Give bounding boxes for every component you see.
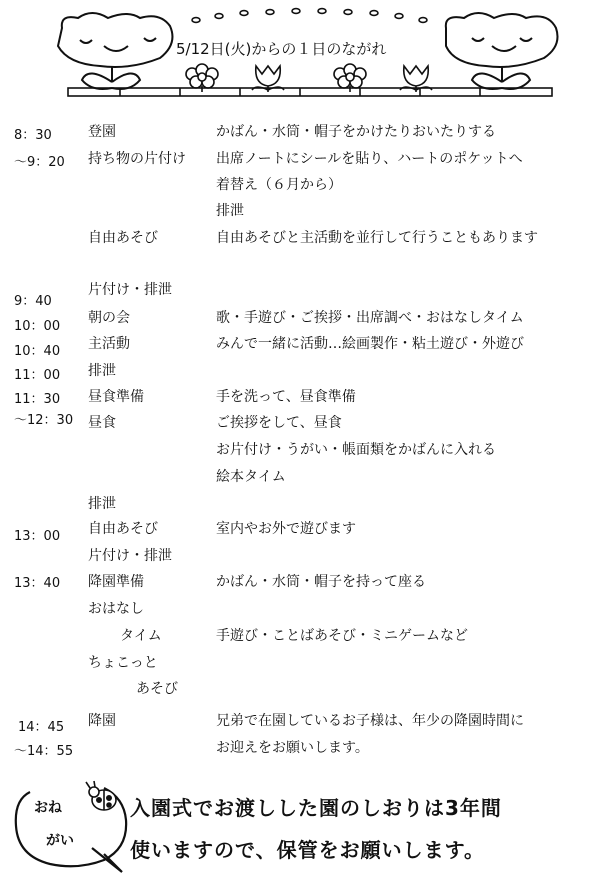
activity-label: 昼食 [88,415,116,431]
dots-arc [192,9,427,23]
activity-label: 降園 [88,713,116,729]
page-title: 5/12日(火)からの１日のながれ [176,40,387,58]
activity-label: 自由あそび [88,521,158,537]
time-label: 13：00 [14,529,61,544]
activity-label: ちょこっと [88,655,158,671]
detail-text: 出席ノートにシールを貼り、ハートのポケットへ [216,151,523,167]
activity-label: 片付け・排泄 [88,548,172,564]
detail-text: 絵本タイム [216,469,286,485]
detail-text: 手を洗って、昼食準備 [216,389,356,405]
detail-text: お片付け・うがい・帳面類をかばんに入れる [216,442,496,458]
detail-text: かばん・水筒・帽子を持って座る [216,574,426,590]
time-label: 10：40 [14,344,61,359]
detail-text: 排泄 [216,203,244,219]
activity-label: 主活動 [88,336,130,352]
detail-text: 着替え（６月から） [216,177,342,193]
time-label: 11：30 [14,392,61,407]
time-label: 11：00 [14,368,61,383]
notice-line2: 使いますので、保管をお願いします。 [130,838,485,862]
time-label: 13：40 [14,576,61,591]
activity-label: 昼食準備 [88,389,144,405]
detail-text: ご挨拶をして、昼食 [216,415,342,431]
time-label: 9：40 [14,294,52,309]
time-label: ～12：30 [14,413,74,428]
activity-label: 排泄 [88,496,116,512]
badge-line1: おね [34,800,62,816]
activity-label: タイム [120,628,162,644]
tulip-face-left-icon [58,13,172,89]
ground-strip [68,88,552,96]
detail-text: かばん・水筒・帽子をかけたりおいたりする [216,124,496,140]
activity-label: 片付け・排泄 [88,282,172,298]
activity-label: 排泄 [88,363,116,379]
detail-text: 兄弟で在園しているお子様は、年少の降園時間に [216,713,524,729]
onegai-badge-shape [0,772,160,882]
activity-label: 朝の会 [88,310,130,326]
detail-text: お迎えをお願いします。 [216,740,369,756]
activity-label: 登園 [88,124,116,140]
activity-label: 降園準備 [88,574,144,590]
detail-text: 歌・手遊び・ご挨拶・出席調べ・おはなしタイム [216,310,524,326]
activity-label: 持ち物の片付け [88,151,186,167]
notice-line1: 入園式でお渡しした園のしおりは3年間 [130,796,502,820]
detail-text: みんで一緒に活動…絵画製作・粘土遊び・外遊び [216,336,524,352]
time-label: 8：30 [14,128,52,143]
detail-text: 室内やお外で遊びます [216,521,356,537]
time-label: 10：00 [14,319,61,334]
badge-line2: がい [46,833,74,849]
activity-label: おはなし [88,601,144,617]
time-label: ～9：20 [14,155,65,170]
tulip-face-right-icon [446,13,558,89]
time-label: 14：45 [18,720,65,735]
time-label: ～14：55 [14,744,74,759]
activity-label: あそび [136,681,178,697]
detail-text: 自由あそびと主活動を並行して行うこともあります [216,230,538,246]
activity-label: 自由あそび [88,230,158,246]
detail-text: 手遊び・ことばあそび・ミニゲームなど [216,628,468,644]
